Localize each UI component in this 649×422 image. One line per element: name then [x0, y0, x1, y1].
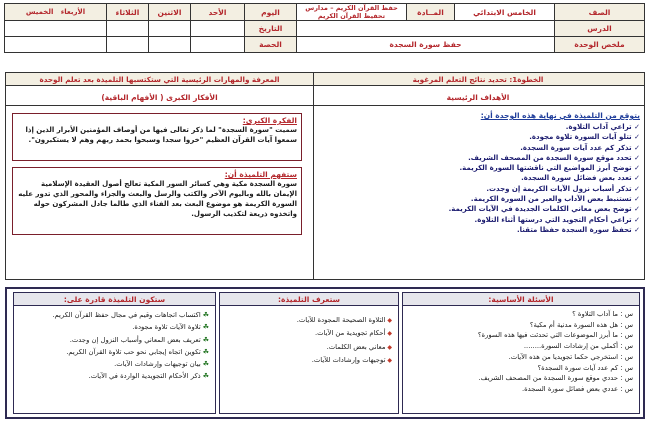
question-item: س : أكملي من إرشادات السورة........: [409, 341, 633, 352]
question-item: س : ما أبرز الموضوعات التي تحدثت فيها هذه السورة؟: [409, 330, 633, 341]
question-item: س : عددي بعض فضائل سورة السجدة.: [409, 384, 633, 395]
able-text: ذكر الأحكام التجويدية الواردة في الآيات.: [88, 372, 201, 381]
date-cell-3[interactable]: [106, 21, 148, 37]
able-item: [20, 370, 209, 382]
able-column: [13, 292, 216, 414]
knowledge-title: المعرفة والمهارات الرئيسية التي ستكتسبها التلميذة بعد تعلم الوحدة: [6, 73, 313, 86]
able-text: بيان توجيهات وإرشادات الآيات.: [114, 360, 201, 369]
able-text: اكتساب اتجاهات وقيم في مجال حفظ القرآن الكريم.: [52, 311, 201, 319]
date-cell-2[interactable]: [148, 21, 190, 37]
big-ideas-column: [6, 111, 308, 279]
big-idea-title: الفكرة الكبرى:: [242, 116, 297, 125]
day-monday: الاثنين: [148, 4, 190, 21]
question-item: س : حددي موقع سورة السجدة من المصحف الشريف.: [409, 373, 633, 384]
big-idea-text: سميت "سورة السجدة" لما ذكر تعالى فيها من أوصاف المؤمنين الأبرار الذين إذا سمعوا آيات القرآن العظيم "خروا سجدا وسبحوا بحمد ربهم وهم لا يستكبرون".: [25, 126, 297, 144]
day-tuesday: الثلاثاء: [106, 4, 148, 21]
essential-questions-section: [5, 287, 645, 419]
question-item: س : كم عدد آيات سورة السجدة؟: [409, 363, 633, 374]
learn-item: ◆ التلاوة الصحيحة المجودة للآيات.: [226, 314, 392, 327]
grade-label: الصف: [555, 4, 645, 21]
learn-item: ◆ معاني بعض الكلمات.: [226, 341, 392, 354]
questions-column: [402, 292, 640, 414]
objective-item: ✓ تراعي آداب التلاوة.: [318, 122, 640, 132]
learn-title: ستعرف التلميذة:: [220, 293, 398, 306]
big-ideas-label: الأفكار الكبرى ( الأفهام الباقية): [6, 90, 313, 106]
lesson-value[interactable]: [296, 21, 554, 37]
learning-outcomes-section: [5, 72, 645, 280]
objective-item: ✓ تحدد موقع سورة السجدة من المصحف الشريف.: [318, 153, 640, 163]
lesson-label: الدرس: [555, 21, 645, 37]
period-cell-4[interactable]: [4, 37, 106, 53]
date-cell-1[interactable]: [190, 21, 244, 37]
understand-box: [12, 167, 302, 235]
unit-summary-label: ملخص الوحدة: [555, 37, 645, 53]
question-item: س : هل هذه السورة مدنية أم مكية؟: [409, 320, 633, 331]
objective-item: ✓ تعدد بعض فضائل سورة السجدة.: [318, 173, 640, 183]
objective-item: ✓ توضح بعض معاني الكلمات الجديدة في الآيات الكريمة.: [318, 204, 640, 214]
able-title: ستكون التلميذة قادرة على:: [14, 293, 215, 306]
book-reader-icon: ☘: [202, 311, 209, 319]
learn-item: ◆ توجيهات وإرشادات للآيات.: [226, 354, 392, 367]
objective-item: ✓ تتلو آيات السورة تلاوة مجودة.: [318, 132, 640, 142]
objective-item: ✓ تذكر أسباب نزول الآيات الكريمة إن وجدت.: [318, 184, 640, 194]
able-item: [20, 334, 209, 346]
day-thursday: الخميس: [25, 8, 54, 16]
able-item: [20, 309, 209, 321]
able-item: [20, 358, 209, 370]
date-cell-4[interactable]: [4, 21, 106, 37]
period-cell-3[interactable]: [106, 37, 148, 53]
book-reader-icon: ☘: [202, 347, 209, 356]
day-wednesday: الأربعاء: [60, 8, 86, 16]
book-reader-icon: ☘: [202, 360, 209, 369]
question-item: س : ما آداب التلاوة ؟: [409, 309, 633, 320]
big-idea-box: [12, 113, 302, 161]
book-reader-icon: ☘: [202, 372, 209, 381]
objective-item: ✓ تحفظ سورة السجدة حفظا متقنا.: [318, 225, 640, 235]
period-label: الحصة: [244, 37, 296, 53]
question-item: س : استخرجي حكما تجويديا من هذه الآيات.: [409, 352, 633, 363]
objectives-title: يتوقع من التلميذة في نهاية هذه الوحدة أن:: [480, 111, 640, 120]
objective-item: ✓ تذكر كم عدد آيات سورة السجدة.: [318, 143, 640, 153]
period-cell-1[interactable]: [190, 37, 244, 53]
grade-value: الخامس الابتدائي: [455, 4, 555, 21]
main-goals-label: الأهداف الرئيسية: [312, 90, 644, 106]
book-reader-icon: ☘: [202, 323, 209, 332]
able-text: تكوين اتجاه إيجابي نحو حب تلاوة القرآن الكريم.: [66, 347, 201, 356]
day-sunday: الأحد: [190, 4, 244, 21]
step-title: الخطوة1: تحديد نتائج التعلم المرغوبة: [312, 73, 644, 86]
able-text: تعريف بعض المعاني وأسباب النزول إن وجدت.: [69, 335, 201, 344]
learn-column: [219, 292, 399, 414]
subject-label: المــادة: [407, 4, 455, 21]
unit-summary-value: حفظ سورة السجدة: [296, 37, 554, 53]
day-wed-thu: [4, 4, 106, 21]
book-reader-icon: ☘: [202, 335, 209, 344]
date-label: التاريخ: [244, 21, 296, 37]
learn-item: ◆ أحكام تجويدية من الآيات.: [226, 327, 392, 340]
able-item: [20, 321, 209, 333]
lesson-plan-page: [5, 3, 645, 234]
understand-text: سورة السجدة مكية وهي كسائر السور المكية تعالج أصول العقيدة الإسلامية الإيمان بالله وباليوم الآخر والكتب والرسل والبعث والجزاء والمحور الذي تدور عليه السورة الكريمة هو موضوع البعث بعد الفناء الذي طالما جادل المشركون حوله واتخذوه ذريعة لتكذيب الرسول.: [18, 180, 297, 218]
subject-value: حفظ القرآن الكريم – مدارس تحفيظ القرآن الكريم: [296, 4, 406, 21]
objective-item: ✓ تستنبط بعض الآداب والعبر من السورة الكريمة.: [318, 194, 640, 204]
understand-title: ستفهم التلميذة أن:: [224, 170, 297, 179]
period-cell-2[interactable]: [148, 37, 190, 53]
objectives-column: [318, 111, 640, 235]
objective-item: ✓ تراعي أحكام التجويد التي درستها أثناء التلاوة.: [318, 215, 640, 225]
column-divider: [313, 73, 314, 279]
questions-title: الأسئلة الأساسية:: [403, 293, 639, 306]
able-item: [20, 346, 209, 358]
objective-item: ✓ توضح أبرز المواضيع التي ناقشتها السورة الكريمة.: [318, 163, 640, 173]
header-table: [4, 3, 645, 53]
day-label: اليوم: [244, 4, 296, 21]
able-text: تلاوة الآيات تلاوة مجودة.: [132, 323, 201, 332]
